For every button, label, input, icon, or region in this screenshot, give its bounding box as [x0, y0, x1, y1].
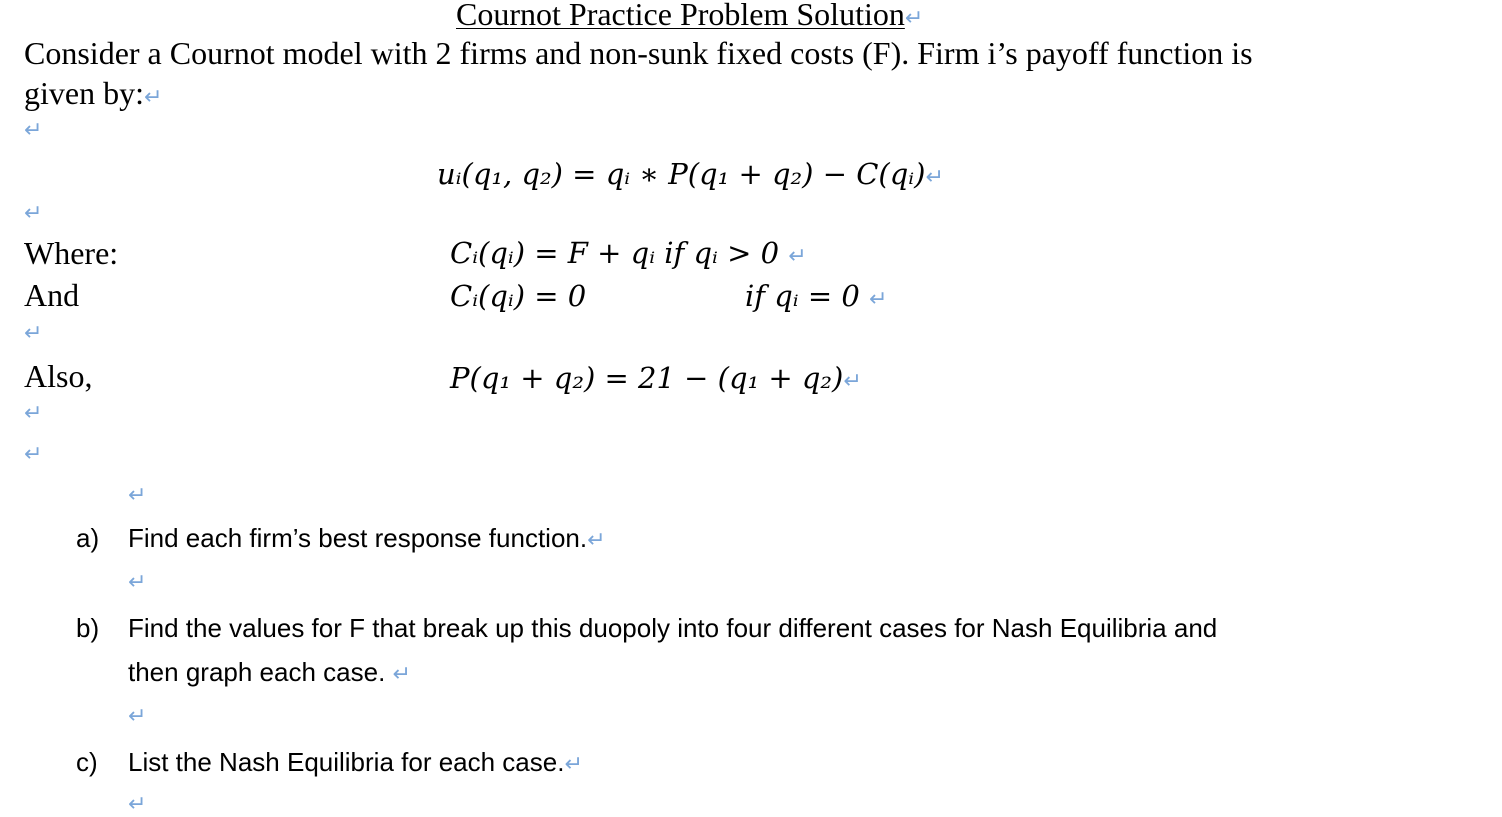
cost-equation-zero-right-text: if qᵢ = 0	[745, 279, 860, 313]
question-label: c)	[76, 747, 98, 777]
price-equation-text: P(q₁ + q₂) = 21 − (q₁ + q₂)	[450, 361, 844, 395]
question-text: List the Nash Equilibria for each case.	[128, 747, 565, 777]
document-title-line	[456, 0, 923, 34]
question-text: Find the values for F that break up this duopoly into four different cases for Nash Equilibria and	[128, 613, 1218, 643]
paragraph-mark-icon: ↵	[128, 570, 147, 595]
question-label: a)	[76, 523, 100, 553]
also-label: Also,	[24, 358, 93, 394]
price-equation	[450, 360, 862, 396]
paragraph-mark-icon: ↵	[128, 483, 147, 508]
question-text-cont: then graph each case.	[128, 657, 386, 687]
paragraph-mark-icon: ↵	[24, 321, 43, 346]
question-b	[76, 612, 1217, 644]
paragraph-mark-icon: ↵	[869, 287, 888, 312]
paragraph-mark-icon: ↵	[24, 442, 43, 467]
where-label: Where:	[24, 235, 119, 271]
question-a	[76, 522, 606, 554]
question-label: b)	[76, 613, 100, 643]
cost-equation-zero-right	[745, 278, 887, 314]
paragraph-mark-icon: ↵	[925, 165, 944, 190]
cost-equation-positive	[450, 235, 807, 271]
question-text: Find each firm’s best response function.	[128, 523, 588, 553]
payoff-equation-text: uᵢ(q₁, q₂) = qᵢ ∗ P(q₁ + q₂) − C(qᵢ)	[437, 157, 926, 191]
paragraph-mark-icon: ↵	[392, 662, 411, 687]
question-b-cont	[128, 656, 411, 688]
paragraph-mark-icon: ↵	[587, 528, 606, 553]
paragraph-mark-icon: ↵	[24, 201, 43, 226]
payoff-equation	[437, 156, 944, 192]
paragraph-mark-icon: ↵	[843, 369, 862, 394]
intro-paragraph-cont	[24, 73, 162, 113]
question-c	[76, 746, 583, 778]
intro-cont-text: given by:	[24, 75, 144, 111]
paragraph-mark-icon: ↵	[788, 244, 807, 269]
document-title: Cournot Practice Problem Solution	[456, 0, 905, 32]
and-label: And	[24, 277, 80, 313]
paragraph-mark-icon: ↵	[904, 6, 924, 31]
intro-paragraph: Consider a Cournot model with 2 firms and non-sunk fixed costs (F). Firm i’s payoff function is	[24, 35, 1253, 71]
paragraph-mark-icon: ↵	[128, 792, 147, 817]
paragraph-mark-icon: ↵	[143, 85, 163, 110]
cost-equation-positive-text: Cᵢ(qᵢ) = F + qᵢ if qᵢ > 0	[450, 236, 780, 270]
paragraph-mark-icon: ↵	[24, 401, 43, 426]
paragraph-mark-icon: ↵	[24, 118, 43, 143]
paragraph-mark-icon: ↵	[128, 704, 147, 729]
paragraph-mark-icon: ↵	[564, 752, 583, 777]
cost-equation-zero-left: Cᵢ(qᵢ) = 0	[450, 279, 587, 313]
